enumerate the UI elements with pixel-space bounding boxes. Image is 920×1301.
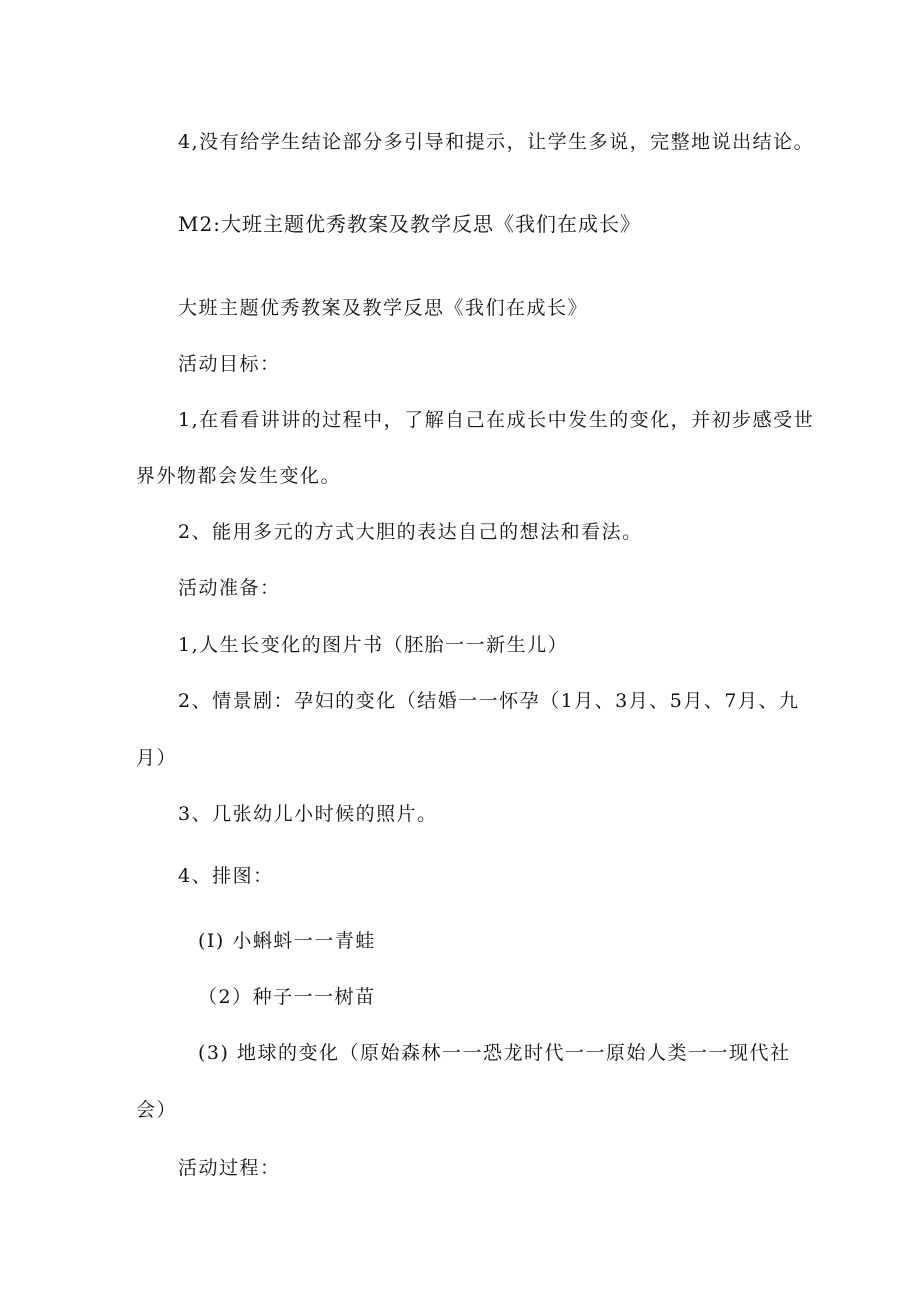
- goal-1-line-2: 界外物都会发生变化。: [136, 465, 342, 487]
- lesson-title: 大班主题优秀教案及教学反思《我们在成长》: [178, 297, 589, 319]
- sequence-item-1: (I) 小蝌蚪一一青蛙: [198, 930, 376, 952]
- sequence-item-3-line-1: (3) 地球的变化（原始森林一一恐龙时代一一原始人类一一现代社: [198, 1042, 791, 1064]
- prep-item-4: 4、排图：: [178, 865, 274, 887]
- heading-activity-goals: 活动目标：: [178, 353, 281, 375]
- section-heading-m2: M2:大班主题优秀教案及教学反思《我们在成长》: [178, 212, 641, 236]
- paragraph-conclusion-note: 4,没有给学生结论部分多引导和提示，让学生多说，完整地说出结论。: [178, 131, 815, 153]
- sequence-item-3-line-2: 会）: [136, 1099, 178, 1121]
- heading-activity-process: 活动过程：: [178, 1157, 281, 1179]
- prep-item-1: 1,人生长变化的图片书（胚胎一一新生儿）: [178, 634, 569, 656]
- goal-2: 2、能用多元的方式大胆的表达自己的想法和看法。: [178, 521, 643, 543]
- prep-item-2-line-1: 2、情景剧：孕妇的变化（结婚一一怀孕（1月、3月、5月、7月、九: [178, 690, 800, 712]
- heading-activity-preparation: 活动准备：: [178, 577, 281, 599]
- prep-item-3: 3、几张幼儿小时候的照片。: [178, 803, 438, 825]
- goal-1-line-1: 1,在看看讲讲的过程中，了解自己在成长中发生的变化，并初步感受世: [178, 409, 815, 431]
- sequence-item-2: （2）种子一一树苗: [198, 986, 376, 1008]
- prep-item-2-line-2: 月）: [136, 747, 178, 769]
